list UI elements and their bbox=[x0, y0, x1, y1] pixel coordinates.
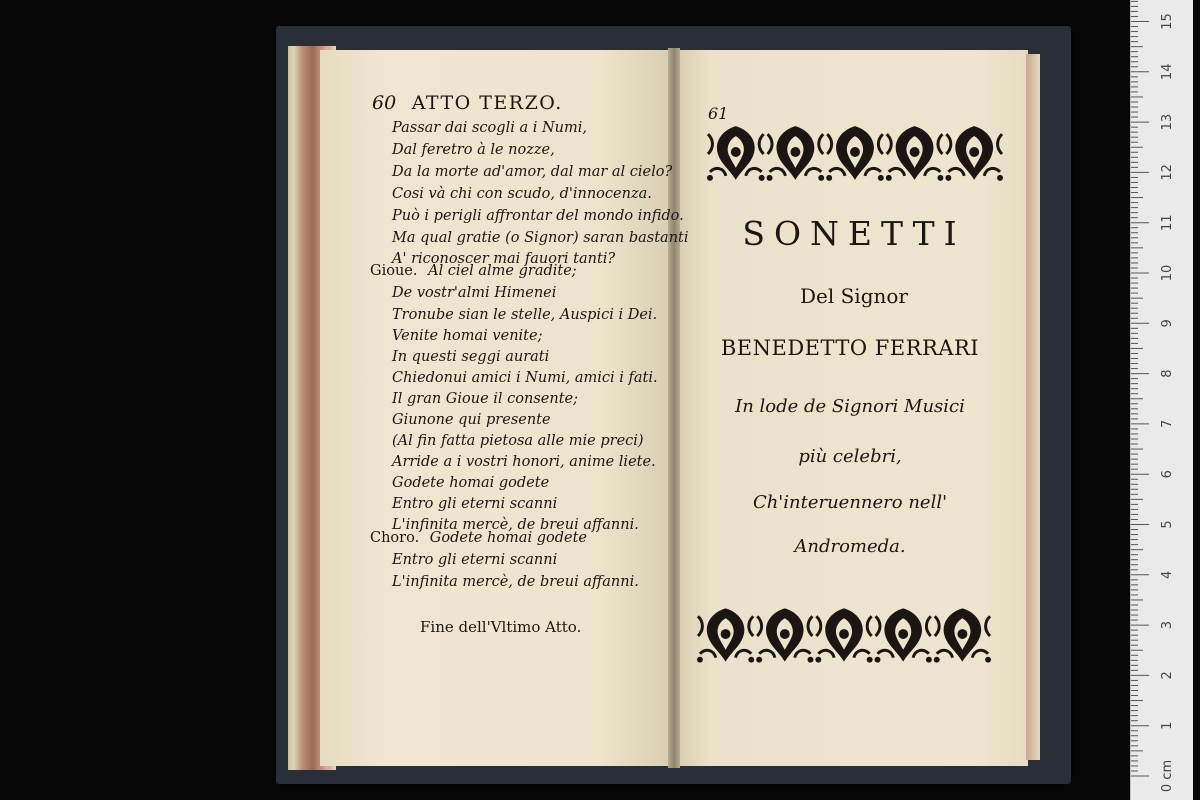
ruler-label: 12 bbox=[1160, 164, 1175, 181]
ruler-label: 0 cm bbox=[1160, 759, 1175, 793]
verse-line: De vostr'almi Himenei bbox=[392, 285, 557, 301]
ornament-band-top bbox=[706, 122, 1004, 184]
verse-line: Può i perigli affrontar del mondo infido. bbox=[392, 208, 684, 224]
verse-line: Ma qual gratie (o Signor) saran bastanti bbox=[392, 230, 689, 246]
ruler-label: 9 bbox=[1160, 319, 1175, 328]
ruler-label: 7 bbox=[1160, 419, 1175, 429]
verse-line: Entro gli eterni scanni bbox=[392, 552, 558, 568]
ruler-label: 14 bbox=[1160, 63, 1175, 81]
verse-line: Venite homai venite; bbox=[392, 328, 543, 344]
verse-line: Cosi và chi con scudo, d'innocenza. bbox=[392, 186, 652, 202]
measurement-ruler bbox=[1130, 0, 1193, 800]
verse-line: Passar dai scogli a i Numi, bbox=[392, 120, 587, 136]
ruler-label: 6 bbox=[1160, 470, 1175, 479]
ornament-band-bottom bbox=[696, 604, 992, 666]
ruler-label: 11 bbox=[1160, 214, 1175, 231]
dedication-line: Ch'interuennero nell' bbox=[752, 492, 948, 513]
verse-line: Dal feretro à le nozze, bbox=[392, 142, 555, 158]
verse-line: A' riconoscer mai fauori tanti? bbox=[392, 251, 616, 267]
verse-line: In questi seggi aurati bbox=[392, 349, 550, 365]
ruler-label: 3 bbox=[1160, 620, 1175, 630]
right-page-number: 61 bbox=[708, 104, 729, 123]
ruler-label: 13 bbox=[1160, 113, 1175, 131]
verse-line: Il gran Gioue il consente; bbox=[392, 391, 578, 407]
verse-line: Da la morte ad'amor, dal mar al cielo? bbox=[392, 164, 673, 180]
ruler-label: 15 bbox=[1160, 13, 1175, 30]
speech-choro bbox=[370, 529, 587, 548]
verse-line: Arride a i vostri honori, anime liete. bbox=[392, 454, 656, 470]
dedication-line: In lode de Signori Musici bbox=[735, 396, 965, 417]
ruler-label: 4 bbox=[1160, 570, 1175, 579]
right-page-edge bbox=[1026, 54, 1040, 760]
left-running-head bbox=[372, 92, 632, 114]
speaker-label: Choro. bbox=[370, 530, 420, 546]
speech-first-line: Godete homai godete bbox=[429, 530, 587, 546]
verse-line: Entro gli eterni scanni bbox=[392, 496, 558, 512]
ruler-label: 5 bbox=[1160, 520, 1175, 529]
book-gutter bbox=[668, 48, 680, 768]
verse-line: Godete homai godete bbox=[392, 475, 550, 491]
ruler-label: 8 bbox=[1160, 369, 1175, 378]
ruler-label: 1 bbox=[1160, 721, 1175, 730]
section-title: SONETTI bbox=[742, 214, 966, 253]
subtitle-line: Del Signor bbox=[799, 284, 908, 308]
ruler-label: 10 bbox=[1160, 264, 1175, 282]
closing-line: Fine dell'Vltimo Atto. bbox=[420, 618, 582, 636]
speech-first-line: Al ciel alme gradite; bbox=[428, 263, 577, 279]
author-name: BENEDETTO FERRARI bbox=[720, 336, 980, 360]
verse-line: (Al fin fatta pietosa alle mie preci) bbox=[392, 433, 644, 449]
verse-line: Chiedonui amici i Numi, amici i fati. bbox=[392, 370, 658, 386]
verse-line: L'infinita mercè, de breui affanni. bbox=[392, 517, 639, 533]
verse-line: Tronube sian le stelle, Auspici i Dei. bbox=[392, 307, 658, 323]
verse-line: L'infinita mercè, de breui affanni. bbox=[392, 574, 639, 590]
speaker-label: Gioue. bbox=[370, 263, 418, 279]
dedication-line: più celebri, bbox=[798, 446, 902, 467]
speech-giove bbox=[370, 262, 577, 281]
ruler-label: 2 bbox=[1160, 671, 1175, 680]
dedication-line: Andromeda. bbox=[794, 536, 906, 557]
verse-line: Giunone qui presente bbox=[392, 412, 551, 428]
running-head-title: ATTO TERZO. bbox=[411, 92, 563, 114]
left-page-number: 60 bbox=[372, 92, 397, 114]
